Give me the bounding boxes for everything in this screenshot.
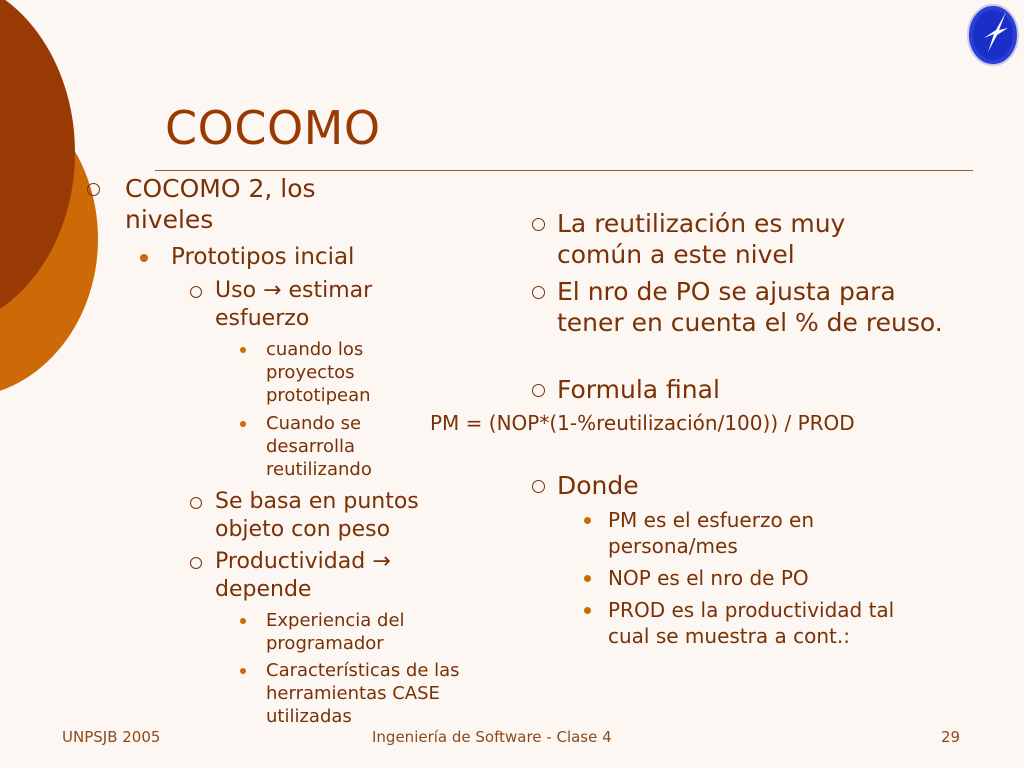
list-item-cocomo2 [87,173,387,235]
list-item-donde-nop [584,565,884,591]
footer-center: Ingeniería de Software - Clase 4 [372,728,612,746]
footer-left: UNPSJB 2005 [62,728,161,746]
list-item-text: Donde [557,471,639,500]
hollow-bullet-icon [532,384,545,397]
list-item-text: PM es el esfuerzo en persona/mes [608,508,815,558]
hollow-bullet-icon [532,480,545,493]
list-item-text: Formula final [557,375,720,404]
list-item-text: Cuando se desarrolla reutilizando [266,413,372,480]
filled-bullet-icon [584,607,591,614]
formula-text [430,410,937,436]
filled-bullet-icon [240,668,246,674]
list-item-text: PROD es la productividad tal cual se muestra a cont.: [608,598,895,648]
arrow-right-icon: → [372,549,391,574]
hollow-bullet-icon [190,286,202,298]
list-item-text: COCOMO 2, los niveles [125,174,316,234]
productividad-suffix: depende [215,577,312,602]
title-divider [155,170,973,171]
filled-bullet-icon [240,421,246,427]
hollow-bullet-icon [190,497,202,509]
list-item-productividad [190,548,440,604]
hollow-bullet-icon [190,557,202,569]
filled-bullet-icon [584,575,591,582]
hollow-bullet-icon [532,218,545,231]
filled-bullet-icon [240,347,246,353]
arrow-right-icon: → [263,278,282,303]
filled-bullet-icon [240,618,246,624]
list-item-text [215,277,420,333]
list-item-prod-sub-2 [240,659,465,728]
list-item-nro-po [532,276,952,338]
list-item-prod-sub-1 [240,609,440,655]
list-item-text: El nro de PO se ajusta para tener en cuenta el % de reuso. [557,277,943,337]
page-number: 29 [941,728,961,746]
filled-bullet-icon [584,517,591,524]
hollow-bullet-icon [532,286,545,299]
list-item-text: Experiencia del programador [266,610,405,654]
list-item-formula-final [532,374,902,405]
list-item-uso-sub-1 [240,338,400,407]
list-item-text: NOP es el nro de PO [608,566,809,590]
uso-suffix: estimar esfuerzo [215,278,373,331]
list-item-text: La reutilización es muy común a este nivel [557,209,846,269]
list-item-reutilizacion [532,208,902,270]
list-item-text [215,548,440,604]
list-item-donde-pm [584,507,884,559]
list-item-donde [532,470,832,501]
filled-bullet-icon [140,254,148,262]
list-item-donde-prod [584,597,924,649]
list-item-text: Prototipos incial [171,244,355,270]
list-item-text: Se basa en puntos objeto con peso [215,489,419,542]
uso-label: Uso [215,278,257,303]
seagull-emblem-icon [966,2,1020,68]
list-item-se-basa [190,488,465,544]
hollow-bullet-icon [87,183,100,196]
productividad-label: Productividad [215,549,366,574]
formula-value: PM = (NOP*(1-%reutilización/100)) / PROD [430,411,855,435]
list-item-uso [190,277,420,333]
slide-title: COCOMO [165,101,381,155]
list-item-text: cuando los proyectos prototipean [266,339,371,406]
list-item-text: Características de las herramientas CASE utilizadas [266,660,460,727]
list-item-prototipos [140,243,440,272]
list-item-uso-sub-2 [240,412,405,481]
